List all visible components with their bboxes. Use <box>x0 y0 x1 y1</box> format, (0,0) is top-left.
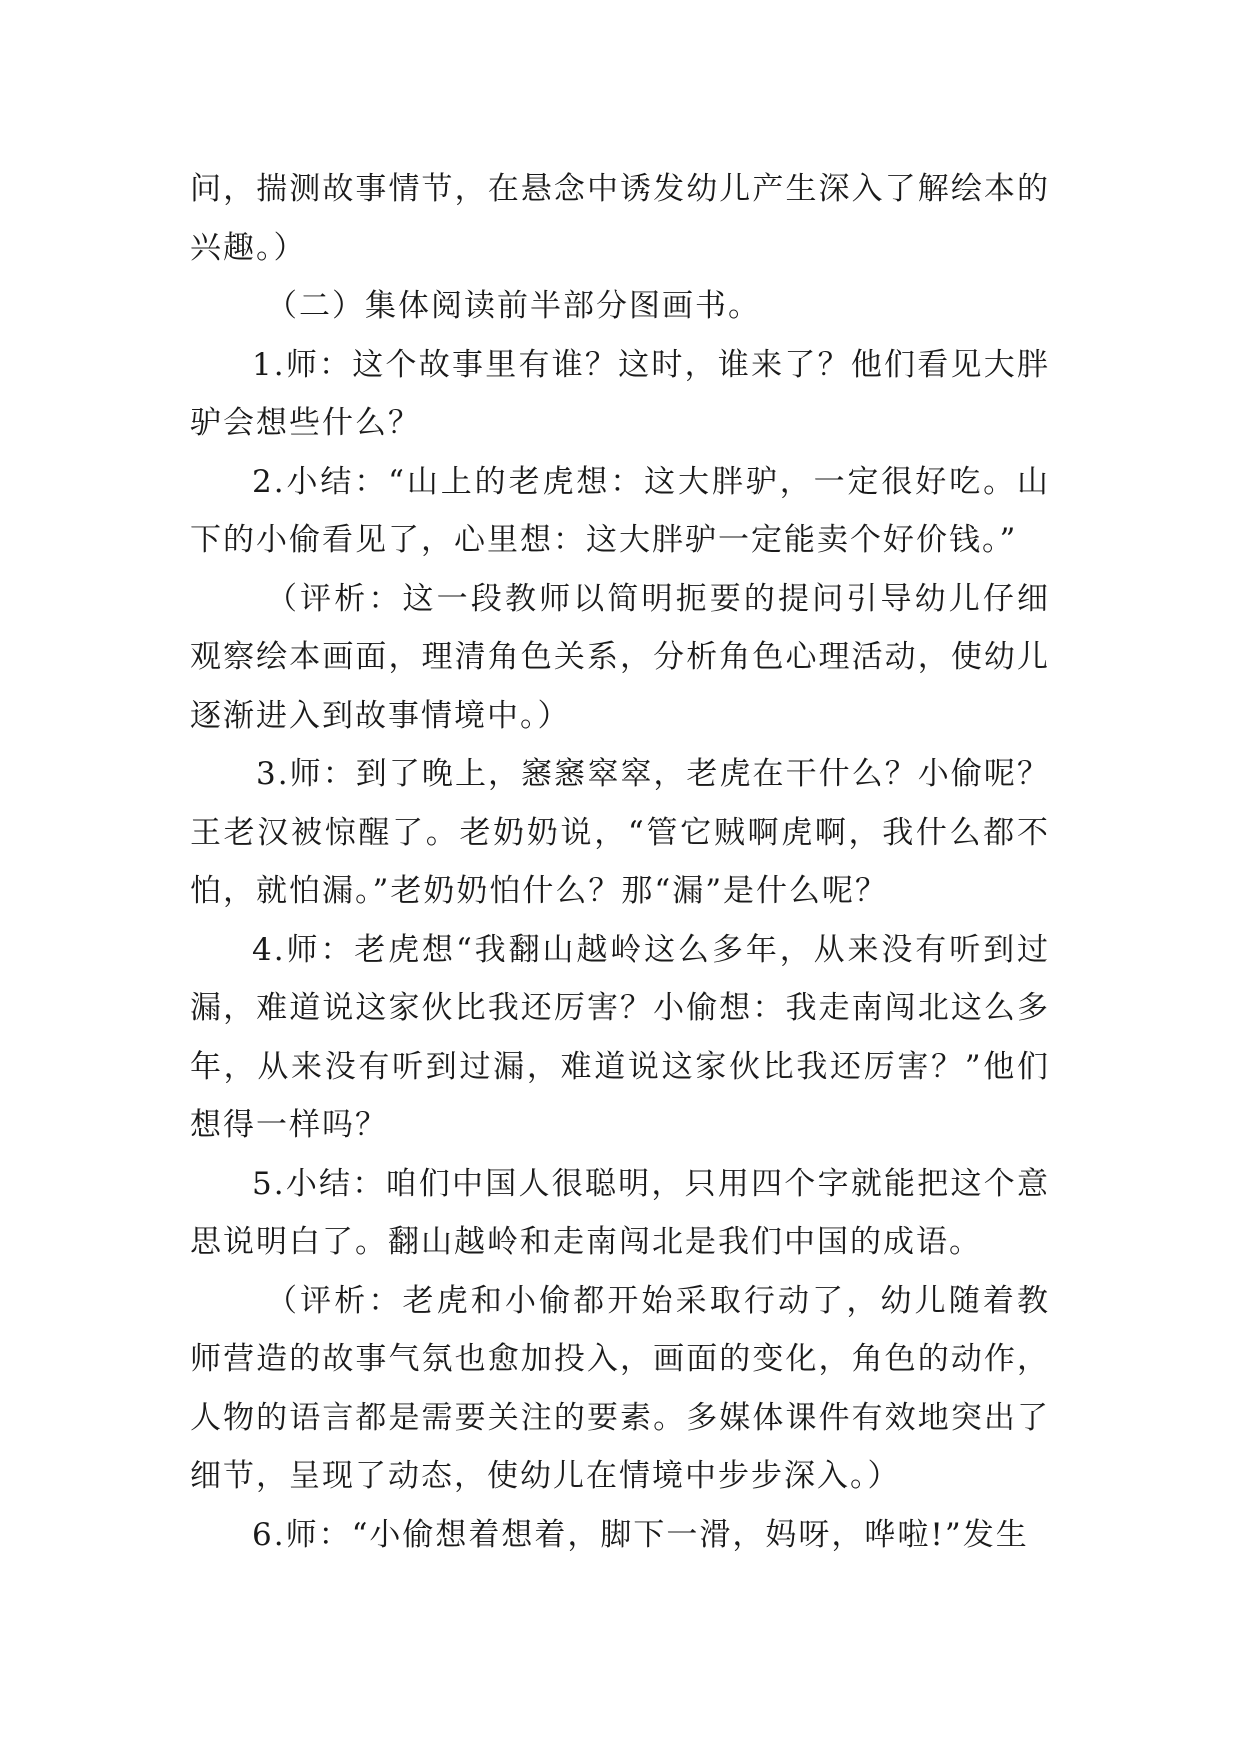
paragraph-item-3: 3.师：到了晚上，窸窸窣窣，老虎在干什么？小偷呢？王老汉被惊醒了。老奶奶说，“管它贼啊虎啊，我什么都不怕，就怕漏。”老奶奶怕什么？那“漏”是什么呢？ <box>190 756 1050 909</box>
paragraph-analysis-1: （评析：这一段教师以简明扼要的提问引导幼儿仔细观察绘本画面，理清角色关系，分析角色心理活动，使幼儿逐渐进入到故事情境中。） <box>190 580 1050 734</box>
section-heading: （二）集体阅读前半部分图画书。 <box>266 288 761 324</box>
paragraph-item-4: 4.师：老虎想“我翻山越岭这么多年，从来没有听到过漏，难道说这家伙比我还厉害？小偷想：我走南闯北这么多年，从来没有听到过漏，难道说这家伙比我还厉害？”他们想得一样吗？ <box>190 931 1050 1143</box>
paragraph-item-6: 6.师：“小偷想着想着，脚下一滑，妈呀，哗啦!”发生 <box>252 1516 1029 1553</box>
paragraph-item-5: 5.小结：咱们中国人很聪明，只用四个字就能把这个意思说明白了。翻山越岭和走南闯北是我们中国的成语。 <box>190 1165 1050 1260</box>
paragraph-item-2: 2.小结：“山上的老虎想：这大胖驴，一定很好吃。山下的小偷看见了，心里想：这大胖驴一定能卖个好价钱。” <box>190 463 1050 558</box>
document-body <box>190 160 1050 1564</box>
paragraph-item-1: 1.师：这个故事里有谁？这时，谁来了？他们看见大胖驴会想些什么？ <box>190 346 1050 441</box>
paragraph-continuation: 问，揣测故事情节，在悬念中诱发幼儿产生深入了解绘本的兴趣。） <box>190 171 1050 266</box>
paragraph-analysis-2: （评析：老虎和小偷都开始采取行动了，幼儿随着教师营造的故事气氛也愈加投入，画面的变化，角色的动作，人物的语言都是需要关注的要素。多媒体课件有效地突出了细节，呈现了动态，使幼儿在情境中步步深入。） <box>190 1282 1050 1494</box>
